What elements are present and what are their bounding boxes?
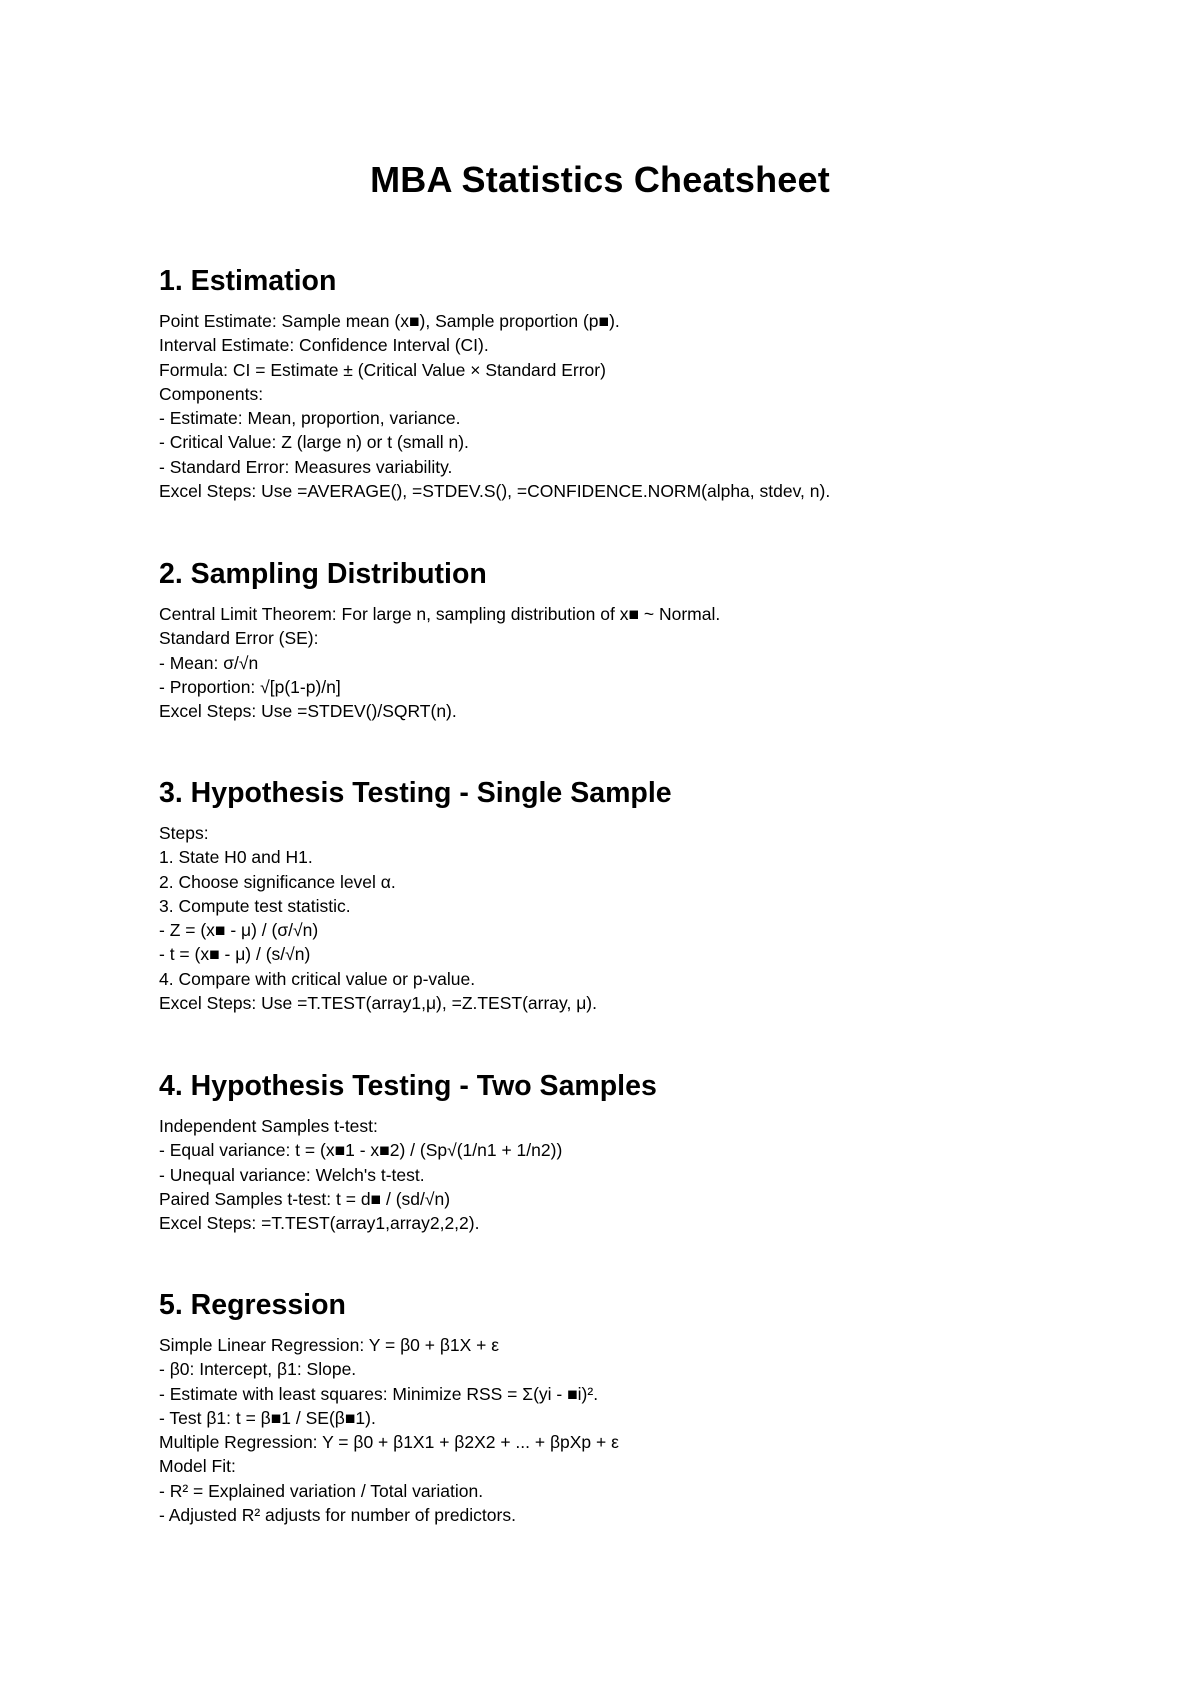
section-body xyxy=(159,821,1159,1015)
text-line: Central Limit Theorem: For large n, sampling distribution of x■ ~ Normal. xyxy=(159,604,721,624)
page-title: MBA Statistics Cheatsheet xyxy=(370,159,830,200)
text-line: Standard Error (SE): xyxy=(159,628,319,649)
text-line: - Estimate with least squares: Minimize RSS = Σ(yi - ■i)². xyxy=(159,1383,599,1404)
text-line: - R² = Explained variation / Total variation. xyxy=(159,1480,484,1501)
text-line: - Mean: σ/√n xyxy=(159,652,259,673)
text-line: 2. Choose significance level α. xyxy=(159,871,396,892)
section-estimation xyxy=(159,264,1159,503)
text-line: 3. Compute test statistic. xyxy=(159,895,351,916)
section-heading: 5. Regression xyxy=(159,1289,346,1321)
section-body xyxy=(159,602,1159,723)
text-line: Model Fit: xyxy=(159,1456,236,1477)
text-line: Interval Estimate: Confidence Interval (CI). xyxy=(159,335,489,356)
text-line: - Unequal variance: Welch's t-test. xyxy=(159,1164,425,1185)
text-line: - Standard Error: Measures variability. xyxy=(159,456,453,477)
text-line: Multiple Regression: Y = β0 + β1X1 + β2X2 + ... + βpXp + ε xyxy=(159,1432,619,1453)
text-line: Excel Steps: =T.TEST(array1,array2,2,2). xyxy=(159,1213,480,1234)
text-line: Paired Samples t-test: t = d■ / (sd/√n) xyxy=(159,1188,451,1209)
section-regression xyxy=(159,1288,1159,1527)
text-line: Independent Samples t-test: xyxy=(159,1116,378,1136)
text-line: Steps: xyxy=(159,823,209,843)
text-line: - Adjusted R² adjusts for number of predictors. xyxy=(159,1505,516,1526)
text-line: - Equal variance: t = (x■1 - x■2) / (Sp√(1/n1 + 1/n2)) xyxy=(159,1140,563,1161)
text-line: - β0: Intercept, β1: Slope. xyxy=(159,1359,357,1380)
section-body xyxy=(159,309,1159,503)
section-heading: 4. Hypothesis Testing - Two Samples xyxy=(159,1070,657,1102)
text-line: - Proportion: √[p(1-p)/n] xyxy=(159,676,341,697)
section-hypothesis-single xyxy=(159,776,1159,1015)
text-line: - Critical Value: Z (large n) or t (small n). xyxy=(159,432,469,453)
text-line: Excel Steps: Use =AVERAGE(), =STDEV.S(), =CONFIDENCE.NORM(alpha, stdev, n). xyxy=(159,481,831,502)
text-line: Components: xyxy=(159,383,264,404)
text-line: 4. Compare with critical value or p-value. xyxy=(159,968,476,989)
section-sampling-distribution xyxy=(159,557,1159,723)
section-body xyxy=(159,1333,1159,1527)
text-line: - t = (x■ - μ) / (s/√n) xyxy=(159,944,311,965)
text-line: Excel Steps: Use =T.TEST(array1,μ), =Z.TEST(array, μ). xyxy=(159,993,597,1014)
text-line: Formula: CI = Estimate ± (Critical Value × Standard Error) xyxy=(159,359,606,380)
section-hypothesis-two xyxy=(159,1069,1159,1235)
text-line: - Test β1: t = β■1 / SE(β■1). xyxy=(159,1407,376,1428)
text-line: - Estimate: Mean, proportion, variance. xyxy=(159,408,461,429)
text-line: Excel Steps: Use =STDEV()/SQRT(n). xyxy=(159,701,457,722)
text-line: Simple Linear Regression: Y = β0 + β1X + ε xyxy=(159,1335,500,1355)
text-line: 1. State H0 and H1. xyxy=(159,847,313,868)
section-body xyxy=(159,1114,1159,1235)
section-heading: 2. Sampling Distribution xyxy=(159,558,487,590)
text-line: Point Estimate: Sample mean (x■), Sample proportion (p■). xyxy=(159,311,620,331)
text-line: - Z = (x■ - μ) / (σ/√n) xyxy=(159,920,319,941)
section-heading: 3. Hypothesis Testing - Single Sample xyxy=(159,777,672,809)
section-heading: 1. Estimation xyxy=(159,265,337,297)
